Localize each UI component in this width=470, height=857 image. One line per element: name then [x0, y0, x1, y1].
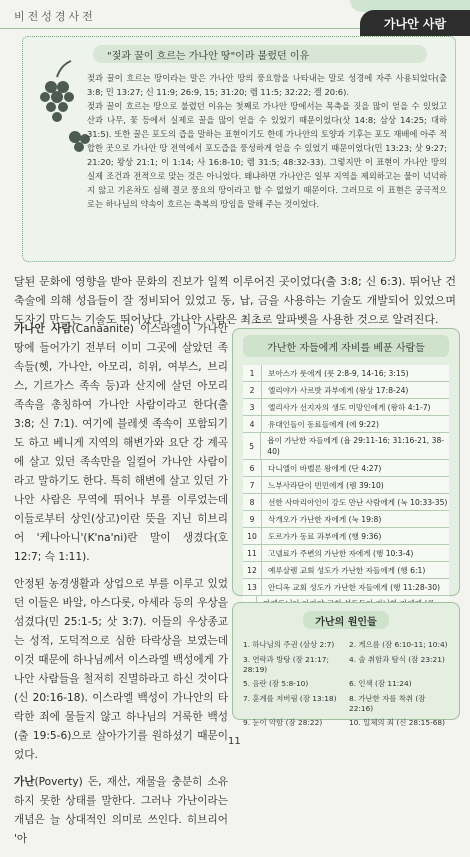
- list-item: 1. 하나님의 주권 (삼상 2:7): [243, 640, 335, 649]
- row-number: 2: [243, 382, 262, 398]
- causes-box-title: 가난의 원인들: [303, 611, 389, 629]
- entry-text: (Poverty) 돈, 재산, 재물을 충분히 소유하지 못한 상태를 말한다. 그러나 가난이라는 개념은 늘 상대적인 의미로 쓰인다. 히브리어 '아: [14, 776, 228, 845]
- book-title: 비전성경사전: [14, 10, 96, 23]
- list-item: 10. 일체의 죄 (신 28:15-68): [349, 718, 445, 727]
- list-item: 5. 음란 (잠 5:8-10): [243, 679, 309, 688]
- causes-box: [232, 602, 460, 727]
- table-row: [243, 579, 449, 596]
- row-text: 보아스가 룻에게 (룻 2:8-9, 14-16; 3:15): [268, 368, 409, 378]
- mercy-table: [243, 365, 449, 623]
- entry-tab: 가나안 사람: [360, 10, 470, 36]
- table-row: [243, 399, 449, 416]
- row-number: 7: [243, 477, 262, 493]
- row-text: 엘리야가 사르밧 과부에게 (왕상 17:8-24): [268, 385, 409, 395]
- entry-canaanite: [14, 320, 228, 567]
- callout-title: "젖과 꿀이 흐르는 가나안 땅"이라 불렀던 이유: [93, 45, 427, 63]
- left-column: [14, 320, 228, 857]
- entry-poverty: [14, 773, 228, 849]
- list-item: 6. 인색 (잠 11:24): [349, 679, 412, 688]
- row-number: 10: [243, 528, 262, 544]
- row-number: 13: [243, 579, 262, 595]
- row-number: 8: [243, 494, 262, 510]
- row-number: 12: [243, 562, 262, 578]
- row-number: 1: [243, 365, 262, 381]
- table-row: [243, 477, 449, 494]
- list-item: 4. 술 취함과 탐식 (잠 23:21): [349, 655, 445, 664]
- entry-term: 가난: [14, 776, 35, 788]
- table-row: [243, 382, 449, 399]
- callout-para: 젖과 꿀이 흐르는 땅이라는 말은 가나안 땅의 풍요함을 나타내는 말로 성경에 자주 사용되었다(출 3:8; 민 13:27; 신 11:9; 26:9, 15; 31:20; 렘 11:5; 32:22; 겔 20:6).: [87, 73, 447, 97]
- table-row: [243, 528, 449, 545]
- row-text: 느부사라단이 빈민에게 (렘 39:10): [268, 480, 384, 490]
- callout-body: [87, 71, 447, 211]
- row-text: 선한 사마리아인이 강도 만난 사람에게 (눅 10:33-35): [268, 497, 448, 507]
- table-row: [243, 433, 449, 460]
- entry-text: (Canaanite) 이스라엘이 가나안 땅에 들어가기 전부터 이미 그곳에 살았던 족속들(헷, 가나안, 아모리, 히위, 여부스, 브리스, 기르가스 족속 등)과 산지에 살던 아모리 족속을 총칭하여 가나안 사람이라고 한다(출 3:8; 신 7:1). 여기에 블레셋 족속이 포함되기도 하고 베니게 지역의 해변가와 요단 강 계곡에 살고 있던 족속만을 일컬어 가나안 사람이라고 말하기도 한다. 특히 해변에 살고 있던 가나안 사람은 무역에 뛰어나 부를 이루었는데 이들로부터 상인(상고)이란 뜻을 지닌 히브리어 '케나아니'(K'na'ni)란 말이 생겼다(호 12:7; 슥 1:11).: [14, 323, 228, 563]
- row-number: 9: [243, 511, 262, 527]
- row-text: 유대인들이 동료들에게 (에 9:22): [268, 419, 379, 429]
- continued-paragraph: 달된 문화에 영향을 받아 문화의 진보가 일찍 이루어진 곳이었다(출 3:8; 신 6:3). 뛰어난 건축술에 의해 성읍들이 잘 정비되어 있었고 동, 납, 금을 사용하는 기술도 개발되어 있었으며 도자기 만드는 기술도 뛰어났다. 가나안 사람은 최초로 알파벳을 사용한 것으로 알려진다.: [14, 275, 456, 326]
- row-number: 4: [243, 416, 262, 432]
- list-item: 3. 연락과 방탕 (잠 21:17; 28:19): [243, 655, 329, 674]
- callout-para: 젖과 꿀이 흐르는 땅으로 불렸던 이유는 첫째로 가나안 땅에서는 목축을 짓을 많이 얻을 수 있었고 산과 나무, 꽃 등에서 실제로 꿀을 많이 얻을 수 있었기 때문이었다(삿 14:8; 삼상 14:25; 대하 31:5). 또한 꿀은 포도의 즙을 말하는 표현이기도 한데 가나안의 토양과 기후는 포도 재배에 아주 적합한 곳으로 가나안 땅 전역에서 포도즙을 풍성하게 얻을 수 있었기 때문이었다(민 13:23; 삿 9:27; 21:20; 왕상 21:1; 이 1:14; 사 16:8-10; 렘 31:5; 48:32-33). 그렇지만 이 표현이 가나안 땅의 실제 조건과 전적으로 맞는 것은 아니었다. 왜냐하면 가나안은 일부 지역을 제외하고는 물이 넉넉하지 않고 기온차도 심해 결코 풍요의 땅이라고 할 수 없었기 때문이다. 그러므로 이 표현은 궁극적으로는 하나님의 약속이 흐르는 축복의 땅임을 말해 주는 것이었다.: [87, 101, 447, 209]
- entry-text-2: 안정된 농경생활과 상업으로 부를 이루고 있었던 이들은 바알, 아스다롯, 아세라 등의 우상을 섬겼다(민 25:1-5; 삿 3:7). 이들의 우상종교는 성적, 도덕적으로 심한 타락상을 보였는데 이것 때문에 하나님께서 이스라엘 백성에게 가나안 사람들을 철저히 진멸하라고 하신 것이다(신 20:16-18). 이스라엘 백성이 가나안의 타락한 죄에 물들지 않고 하나님의 거룩한 백성(출 19:5-6)으로 살아가기를 원하셨기 때문이었다.: [14, 578, 228, 761]
- mercy-box: [232, 328, 460, 596]
- row-text: 안디옥 교회 성도가 가난한 자들에게 (행 11:28-30): [268, 582, 441, 592]
- row-text: 엘리사가 선지자의 생도 미망인에게 (왕하 4:1-7): [268, 402, 431, 412]
- row-number: 5: [243, 433, 261, 459]
- table-row: [243, 365, 449, 382]
- row-text: 고넬료가 주변의 가난한 자에게 (행 10:3-4): [268, 548, 414, 558]
- row-number: 11: [243, 545, 262, 561]
- list-item: 8. 가난한 자를 착취 (잠 22:16): [349, 694, 426, 713]
- mercy-box-title: 가난한 자들에게 자비를 베푼 사람들: [243, 335, 449, 357]
- table-row: [243, 511, 449, 528]
- list-item: 7. 훈계를 저버림 (잠 13:18): [243, 694, 337, 703]
- row-number: 6: [243, 460, 262, 476]
- table-row: [243, 416, 449, 433]
- causes-list: [243, 639, 449, 728]
- page-number: 11: [228, 736, 241, 747]
- row-text: 도르가가 동료 과부에게 (행 9:36): [268, 531, 382, 541]
- row-text: 다니엘이 바벨론 왕에게 (단 4:27): [268, 463, 382, 473]
- table-row: [243, 494, 449, 511]
- row-number: 3: [243, 399, 262, 415]
- list-item: 9. 눈이 악함 (잠 28:22): [243, 718, 323, 727]
- row-text: 욥이 가난한 자들에게 (욥 29:11-16; 31:16-21, 38-40): [267, 436, 445, 456]
- row-text: 삭개오가 가난한 자에게 (눅 19:8): [268, 514, 382, 524]
- table-row: [243, 460, 449, 477]
- table-row: [243, 562, 449, 579]
- callout-box: [22, 36, 456, 262]
- list-item: 2. 게으름 (잠 6:10-11; 10:4): [349, 640, 448, 649]
- entry-term: 가나안 사람: [14, 323, 72, 335]
- row-text: 예루살렘 교회 성도가 가난한 자들에게 (행 6:1): [268, 565, 426, 575]
- table-row: [243, 545, 449, 562]
